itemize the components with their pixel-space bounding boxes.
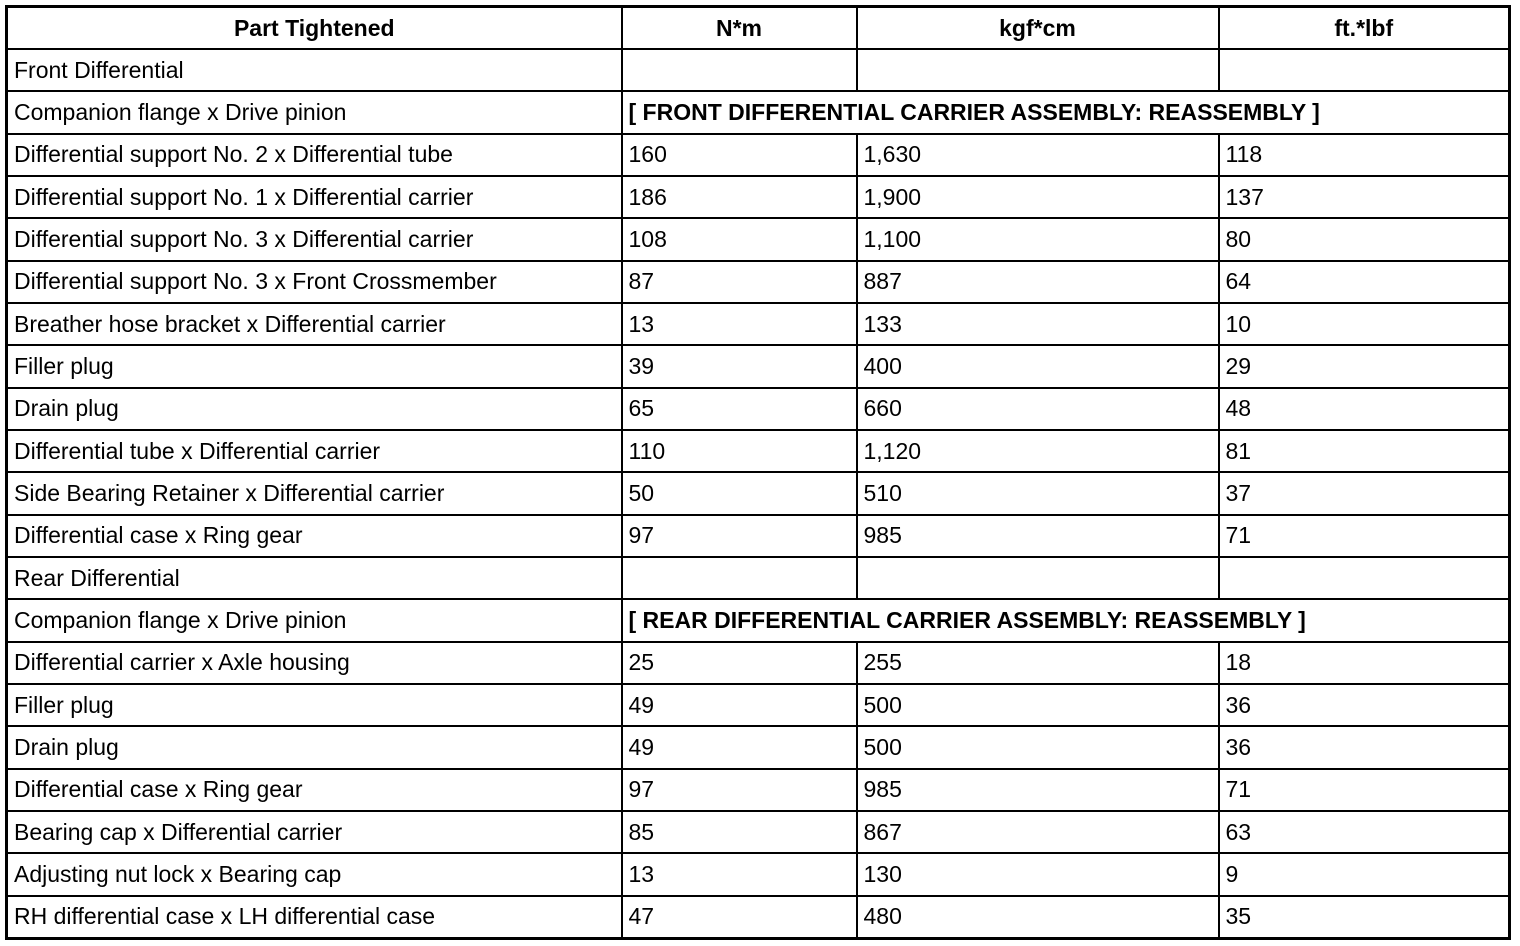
empty-cell-kgfcm	[857, 557, 1219, 599]
empty-cell-nm	[622, 49, 857, 91]
torque-nm-cell: 49	[622, 726, 857, 768]
torque-nm-cell: 97	[622, 769, 857, 811]
table-row	[7, 303, 1510, 345]
table-body	[7, 49, 1510, 939]
table-row	[7, 642, 1510, 684]
torque-nm-cell: 65	[622, 388, 857, 430]
torque-nm-cell: 160	[622, 134, 857, 176]
torque-kgfcm-cell: 480	[857, 896, 1219, 939]
torque-ftlbf-cell: 137	[1219, 176, 1510, 218]
torque-ftlbf-cell: 81	[1219, 430, 1510, 472]
part-name-cell: Companion flange x Drive pinion	[7, 91, 622, 133]
part-name-cell: Filler plug	[7, 684, 622, 726]
torque-kgfcm-cell: 1,630	[857, 134, 1219, 176]
reference-row	[7, 599, 1510, 641]
empty-cell-ftlbf	[1219, 49, 1510, 91]
torque-ftlbf-cell: 64	[1219, 261, 1510, 303]
torque-ftlbf-cell: 37	[1219, 472, 1510, 514]
torque-nm-cell: 13	[622, 853, 857, 895]
torque-ftlbf-cell: 80	[1219, 218, 1510, 260]
empty-cell-nm	[622, 557, 857, 599]
part-name-cell: Differential carrier x Axle housing	[7, 642, 622, 684]
torque-kgfcm-cell: 985	[857, 515, 1219, 557]
table-header-row	[7, 7, 1510, 50]
torque-nm-cell: 85	[622, 811, 857, 853]
part-name-cell: Differential case x Ring gear	[7, 515, 622, 557]
part-name-cell: Differential support No. 1 x Differential carrier	[7, 176, 622, 218]
torque-kgfcm-cell: 400	[857, 345, 1219, 387]
procedure-reference-cell: [ REAR DIFFERENTIAL CARRIER ASSEMBLY: REASSEMBLY ]	[622, 599, 1510, 641]
torque-kgfcm-cell: 130	[857, 853, 1219, 895]
part-name-cell: Adjusting nut lock x Bearing cap	[7, 853, 622, 895]
torque-ftlbf-cell: 48	[1219, 388, 1510, 430]
torque-nm-cell: 39	[622, 345, 857, 387]
empty-cell-ftlbf	[1219, 557, 1510, 599]
table-row	[7, 811, 1510, 853]
torque-ftlbf-cell: 18	[1219, 642, 1510, 684]
table-row	[7, 896, 1510, 939]
torque-ftlbf-cell: 10	[1219, 303, 1510, 345]
torque-ftlbf-cell: 63	[1219, 811, 1510, 853]
part-name-cell: Differential tube x Differential carrier	[7, 430, 622, 472]
column-header-nm: N*m	[622, 7, 857, 50]
torque-kgfcm-cell: 867	[857, 811, 1219, 853]
part-name-cell: Side Bearing Retainer x Differential carrier	[7, 472, 622, 514]
torque-kgfcm-cell: 500	[857, 726, 1219, 768]
torque-kgfcm-cell: 1,100	[857, 218, 1219, 260]
part-name-cell: Bearing cap x Differential carrier	[7, 811, 622, 853]
column-header-part-tightened: Part Tightened	[7, 7, 622, 50]
torque-kgfcm-cell: 1,120	[857, 430, 1219, 472]
procedure-reference-cell: [ FRONT DIFFERENTIAL CARRIER ASSEMBLY: REASSEMBLY ]	[622, 91, 1510, 133]
table-row	[7, 515, 1510, 557]
torque-ftlbf-cell: 36	[1219, 726, 1510, 768]
section-label: Front Differential	[7, 49, 622, 91]
torque-nm-cell: 47	[622, 896, 857, 939]
torque-nm-cell: 110	[622, 430, 857, 472]
torque-kgfcm-cell: 510	[857, 472, 1219, 514]
part-name-cell: Differential support No. 3 x Front Crossmember	[7, 261, 622, 303]
torque-ftlbf-cell: 71	[1219, 515, 1510, 557]
torque-nm-cell: 49	[622, 684, 857, 726]
part-name-cell: RH differential case x LH differential case	[7, 896, 622, 939]
torque-specification-table	[5, 5, 1511, 940]
torque-ftlbf-cell: 71	[1219, 769, 1510, 811]
table-row	[7, 388, 1510, 430]
torque-ftlbf-cell: 36	[1219, 684, 1510, 726]
empty-cell-kgfcm	[857, 49, 1219, 91]
section-label: Rear Differential	[7, 557, 622, 599]
torque-nm-cell: 108	[622, 218, 857, 260]
table-row	[7, 684, 1510, 726]
torque-kgfcm-cell: 660	[857, 388, 1219, 430]
table-row	[7, 472, 1510, 514]
torque-ftlbf-cell: 9	[1219, 853, 1510, 895]
torque-ftlbf-cell: 29	[1219, 345, 1510, 387]
table-row	[7, 769, 1510, 811]
part-name-cell: Breather hose bracket x Differential carrier	[7, 303, 622, 345]
part-name-cell: Filler plug	[7, 345, 622, 387]
reference-row	[7, 91, 1510, 133]
column-header-ftlbf: ft.*lbf	[1219, 7, 1510, 50]
torque-nm-cell: 97	[622, 515, 857, 557]
column-header-kgfcm: kgf*cm	[857, 7, 1219, 50]
table-row	[7, 134, 1510, 176]
part-name-cell: Differential case x Ring gear	[7, 769, 622, 811]
torque-kgfcm-cell: 255	[857, 642, 1219, 684]
section-header-row	[7, 49, 1510, 91]
torque-ftlbf-cell: 35	[1219, 896, 1510, 939]
torque-nm-cell: 25	[622, 642, 857, 684]
part-name-cell: Drain plug	[7, 726, 622, 768]
torque-kgfcm-cell: 133	[857, 303, 1219, 345]
table-row	[7, 430, 1510, 472]
torque-nm-cell: 50	[622, 472, 857, 514]
torque-nm-cell: 13	[622, 303, 857, 345]
table-row	[7, 261, 1510, 303]
torque-kgfcm-cell: 887	[857, 261, 1219, 303]
torque-kgfcm-cell: 1,900	[857, 176, 1219, 218]
torque-nm-cell: 87	[622, 261, 857, 303]
table-row	[7, 176, 1510, 218]
part-name-cell: Drain plug	[7, 388, 622, 430]
section-header-row	[7, 557, 1510, 599]
torque-ftlbf-cell: 118	[1219, 134, 1510, 176]
part-name-cell: Differential support No. 2 x Differential tube	[7, 134, 622, 176]
part-name-cell: Companion flange x Drive pinion	[7, 599, 622, 641]
torque-nm-cell: 186	[622, 176, 857, 218]
part-name-cell: Differential support No. 3 x Differential carrier	[7, 218, 622, 260]
table-row	[7, 345, 1510, 387]
table-row	[7, 218, 1510, 260]
torque-kgfcm-cell: 985	[857, 769, 1219, 811]
torque-kgfcm-cell: 500	[857, 684, 1219, 726]
table-row	[7, 726, 1510, 768]
table-row	[7, 853, 1510, 895]
